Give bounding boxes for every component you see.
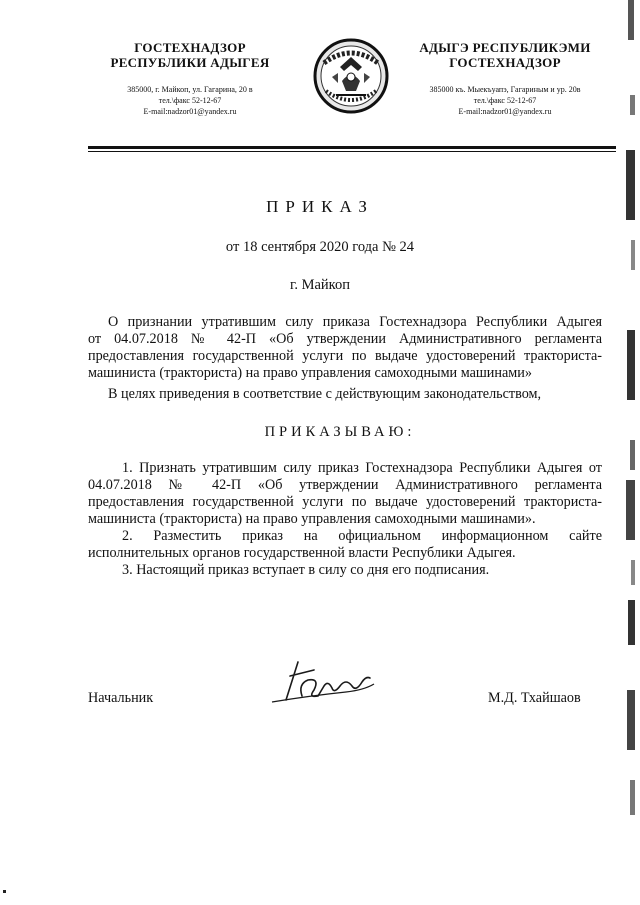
scan-edge-artifacts [600, 0, 640, 905]
org-name-line2: ГОСТЕХНАДЗОР [449, 55, 561, 70]
scan-dot [3, 890, 6, 893]
subject-line1: О признании утратившим силу приказа Гостехнадзора Республики Адыгея [108, 314, 602, 330]
header-divider-thick [88, 146, 616, 149]
document-subject [88, 314, 602, 382]
document-city: г. Майкоп [290, 277, 350, 293]
address: 385000, г. Майкоп, ул. Гагарина, 20 в [127, 85, 253, 94]
header-left [90, 40, 290, 117]
email: E-mail:nadzor01@yandex.ru [143, 107, 237, 116]
subject-rest: от 04.07.2018 № 42-П «Об утверждении Административного регламента предоставления государственной услуги по выдаче удостоверений тракториста-машиниста (тракториста) на право управления самоходными машинами» [88, 331, 602, 381]
phone: тел.\факс 52-12-67 [158, 96, 222, 105]
org-contacts-ady [405, 84, 605, 117]
coat-of-arms-emblem [312, 37, 390, 115]
org-name-line2: РЕСПУБЛИКИ АДЫГЕЯ [110, 55, 270, 70]
phone: тел.\факс 52-12-67 [473, 96, 537, 105]
order-item: 3. Настоящий приказ вступает в силу со дня его подписания. [122, 562, 490, 578]
org-name-line1: АДЫГЭ РЕСПУБЛИКЭМИ [419, 40, 591, 55]
org-name-ru [90, 40, 290, 70]
order-items [88, 460, 602, 579]
org-contacts-ru [90, 84, 290, 117]
header-right [405, 40, 605, 117]
signatory-name: М.Д. Тхайшаов [488, 690, 581, 706]
document-title: ПРИКАЗ [266, 197, 374, 216]
order-item: 1. Признать утратившим силу приказ Гостехнадзора Республики Адыгея от 04.07.2018 № 42-П «Об утверждении Административного регламента предоставления государственной услуги по выдаче удостоверений тракториста-машиниста (тракториста) на право управления самоходными машинами». [88, 460, 602, 527]
document-preamble: В целях приведения в соответствие с действующим законодательством, [108, 386, 542, 402]
handwritten-signature [268, 656, 378, 706]
address: 385000 къ. Мыекъуапэ, Гагариным и ур. 20в [429, 85, 581, 94]
org-name-line1: ГОСТЕХНАДЗОР [134, 40, 246, 55]
signatory-position: Начальник [88, 690, 154, 706]
header-divider-thin [88, 151, 616, 152]
order-item: 2. Разместить приказ на официальном информационном сайте исполнительных органов государственной власти Республики Адыгея. [88, 528, 602, 561]
org-name-ady [405, 40, 605, 70]
document-date-number: от 18 сентября 2020 года № 24 [225, 239, 415, 255]
order-heading: ПРИКАЗЫВАЮ: [264, 424, 416, 440]
email: E-mail:nadzor01@yandex.ru [458, 107, 552, 116]
